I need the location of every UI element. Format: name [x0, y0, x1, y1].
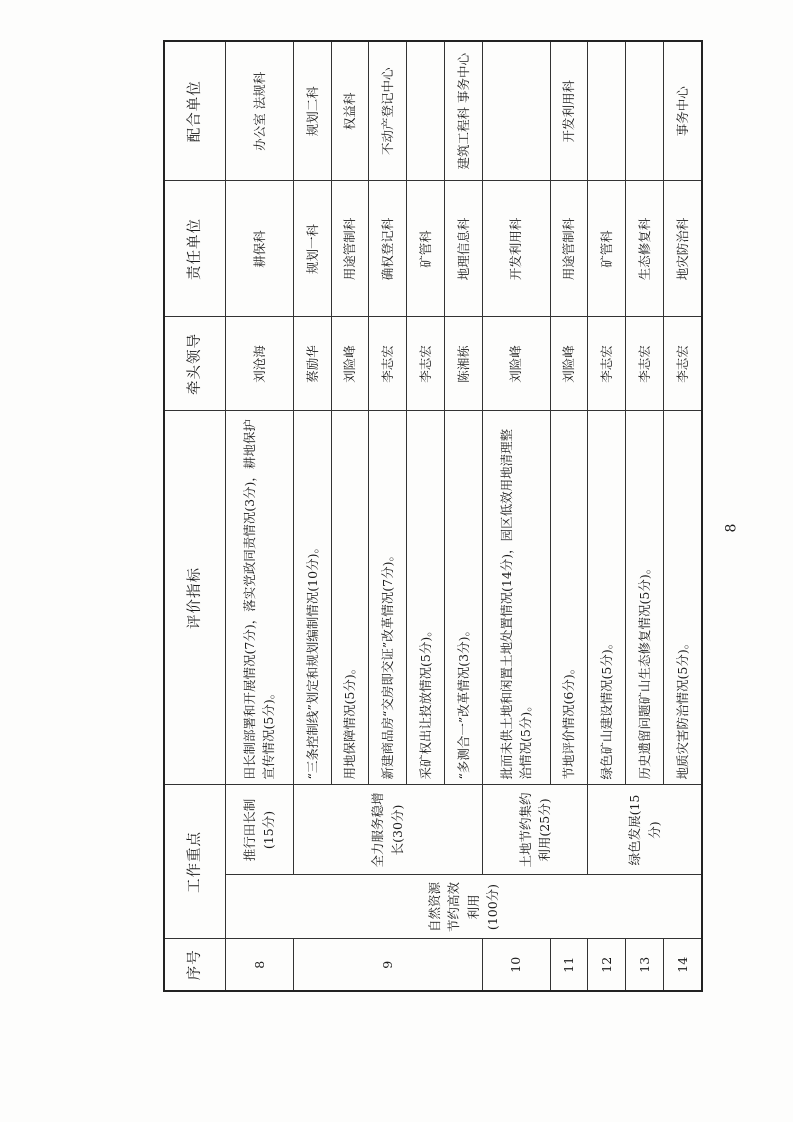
row-leader: 李志宏 [369, 317, 407, 411]
table-header-row [164, 41, 226, 991]
row-responsible: 开发利用科 [482, 181, 550, 317]
row-leader: 刘险峰 [482, 317, 550, 411]
row-responsible: 用途管制科 [331, 181, 369, 317]
row-responsible: 规划一科 [293, 181, 331, 317]
row-responsible: 矿管科 [407, 181, 445, 317]
row-seq: 10 [482, 939, 550, 991]
row-cooperate: 不动产登记中心 [369, 41, 407, 181]
row-leader: 刘沧海 [226, 317, 294, 411]
row-responsible: 确权登记科 [369, 181, 407, 317]
row-focus: 全力服务稳增长(30分) [293, 785, 482, 875]
header-leader: 牵头领导 [164, 317, 226, 411]
header-seq: 序号 [164, 939, 226, 991]
row-focus: 绿色发展(15分) [588, 785, 702, 875]
row-cooperate: 办公室 法规科 [226, 41, 294, 181]
rotated-table-frame [163, 42, 703, 992]
evaluation-table [163, 40, 703, 992]
row-focus: 推行田长制(15分) [226, 785, 294, 875]
row-seq: 14 [663, 939, 702, 991]
row-seq: 11 [550, 939, 588, 991]
row-indicator: 批而未供土地和闲置土地处置情况(14分)，园区低效用地清理整治情况(5分)。 [482, 411, 550, 785]
row-leader: 李志宏 [626, 317, 664, 411]
row-leader: 蔡励华 [293, 317, 331, 411]
header-responsible: 责任单位 [164, 181, 226, 317]
row-leader: 李志宏 [663, 317, 702, 411]
row-indicator: 田长制部署和开展情况(7分)，落实党政同责情况(3分)，耕地保护宣传情况(5分)。 [226, 411, 294, 785]
row-cooperate: 权益科 [331, 41, 369, 181]
row-cooperate: 建筑工程科 事务中心 [444, 41, 482, 181]
table-row [293, 41, 331, 991]
row-indicator: “三条控制线”划定和规划编制情况(10分)。 [293, 411, 331, 785]
table-row [588, 41, 626, 991]
row-indicator: 用地保障情况(5分)。 [331, 411, 369, 785]
row-indicator: 地质灾害防治情况(5分)。 [663, 411, 702, 785]
row-indicator: 绿色矿山建设情况(5分)。 [588, 411, 626, 785]
row-leader: 李志宏 [407, 317, 445, 411]
row-seq: 13 [626, 939, 664, 991]
row-responsible: 地理信息科 [444, 181, 482, 317]
row-indicator: 新建商品房“交房即交证”改革情况(7分)。 [369, 411, 407, 785]
row-cooperate [626, 41, 664, 181]
row-indicator: “多测合一”改革情况(3分)。 [444, 411, 482, 785]
row-leader: 刘险峰 [331, 317, 369, 411]
row-leader: 刘险峰 [550, 317, 588, 411]
row-indicator: 采矿权出让投放情况(5分)。 [407, 411, 445, 785]
row-responsible: 地灾防治科 [663, 181, 702, 317]
row-leader: 李志宏 [588, 317, 626, 411]
row-responsible: 耕保科 [226, 181, 294, 317]
row-cooperate: 事务中心 [663, 41, 702, 181]
row-seq: 9 [293, 939, 482, 991]
row-responsible: 用途管制科 [550, 181, 588, 317]
row-responsible: 矿管科 [588, 181, 626, 317]
row-cooperate: 规划二科 [293, 41, 331, 181]
row-seq: 8 [226, 939, 294, 991]
table-row [226, 41, 294, 991]
row-cooperate [588, 41, 626, 181]
row-indicator: 节地评价情况(6分)。 [550, 411, 588, 785]
row-leader: 陈湘栋 [444, 317, 482, 411]
row-cooperate [407, 41, 445, 181]
page-number: 8 [723, 523, 740, 533]
row-cooperate [482, 41, 550, 181]
header-cooperate: 配合单位 [164, 41, 226, 181]
category-label: 自然资源节约高效利用(100分) [226, 875, 703, 939]
table-row [482, 41, 550, 991]
row-responsible: 生态修复科 [626, 181, 664, 317]
row-indicator: 历史遗留问题矿山生态修复情况(5分)。 [626, 411, 664, 785]
row-seq: 12 [588, 939, 626, 991]
row-focus: 土地节约集约利用(25分) [482, 785, 588, 875]
table-container [163, 42, 703, 992]
header-indicator: 评价指标 [164, 411, 226, 785]
row-cooperate: 开发利用科 [550, 41, 588, 181]
header-focus: 工作重点 [164, 785, 226, 939]
